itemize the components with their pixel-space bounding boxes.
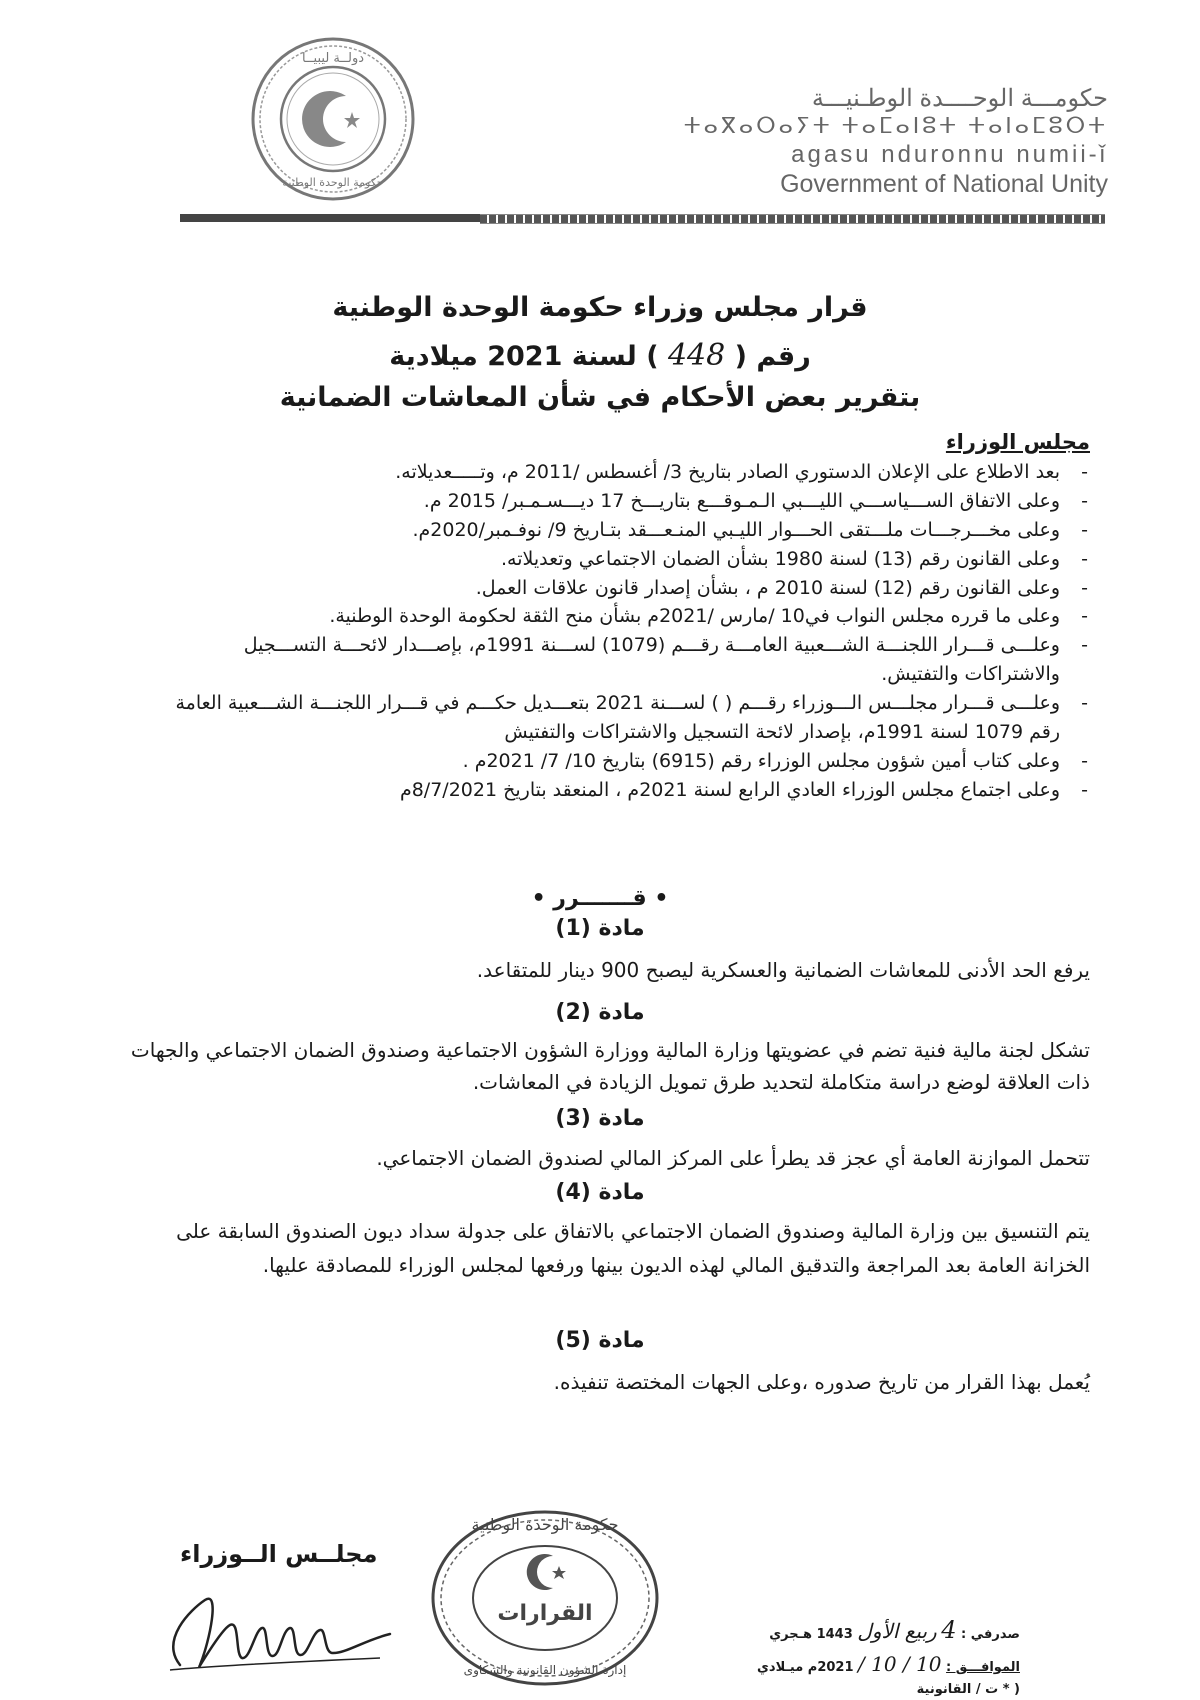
seal-center-text: القرارات <box>497 1601 593 1626</box>
government-name-amazigh: agasu nduronnu numii-ǐ <box>791 141 1108 169</box>
recital-item: - وعلى كتاب أمين شؤون مجلس الوزراء رقم (6915) بتاريخ 10/ 7/ 2021م . <box>158 747 1088 776</box>
article-2-text: تشكل لجنة مالية فنية تضم في عضويتها وزارة المالية ووزارة الشؤون الاجتماعية وصندوق الضمان الاجتماعي والجهات ذات العلاقة لوضع دراسة متكاملة لتحديد طرق تمويل الزيادة في المعاشات. <box>130 1038 1090 1094</box>
recitals-list <box>158 458 1088 805</box>
decided-heading: • قـــــــرر • <box>531 886 669 911</box>
government-emblem-logo <box>248 34 418 204</box>
svg-text:حكومة الوحدة الوطنية: حكومة الوحدة الوطنية <box>282 176 384 189</box>
government-name-arabic: حكومـــة الوحــــدة الوطـنيـــة <box>811 85 1108 112</box>
recital-item: - بعد الاطلاع على الإعلان الدستوري الصادر بتاريخ 3/ أغسطس /2011 م، وتـــــعديلاته. <box>158 458 1088 487</box>
issued-gregorian-line <box>720 1649 1020 1680</box>
issued-year: 1443 هـجري <box>769 1627 853 1642</box>
decree-number-prefix: رقم ( <box>734 341 811 372</box>
article-1-heading: مادة (1) <box>555 916 645 941</box>
article-5-heading: مادة (5) <box>555 1328 645 1353</box>
issue-date-block <box>720 1612 1020 1700</box>
svg-text:دولــة ليبيــا: دولــة ليبيــا <box>301 51 365 66</box>
header-divider <box>180 210 1105 226</box>
council-heading: مجلس الوزراء <box>945 430 1090 454</box>
corresponding-label: الموافـــق : <box>946 1660 1020 1676</box>
decree-subject: بتقرير بعض الأحكام في شأن المعاشات الضمانية <box>279 382 921 413</box>
recital-item: - وعلى مخـــرجـــات ملـــتقى الحـــوار الليـبي المنـعـــقد بتـاريخ 9/ نوفـمبر/2020م. <box>158 516 1088 545</box>
issued-label: صدرفي : <box>961 1627 1020 1642</box>
article-4-heading: مادة (4) <box>555 1180 645 1205</box>
article-4-text: يتم التنسيق بين وزارة المالية وصندوق الضمان الاجتماعي بالاتفاق على جدولة سداد ديون الصندوق السابقة على الخزانة العامة بعد المراجعة والتدقيق المالي لهذه الديون بينها ورفعها لمجلس الوزراء للمصادقة عليها. <box>176 1219 1090 1277</box>
decree-number-handwritten: 448 <box>667 338 726 373</box>
recital-item: - وعلى الاتفاق الســـياســـي الليـــبي الـمـوقـــع بتاريـــخ 17 ديـــسـمـبر/ 2015 م. <box>158 487 1088 516</box>
decree-title: قرار مجلس وزراء حكومة الوحدة الوطنية <box>332 292 868 323</box>
government-name-english: Government of National Unity <box>780 170 1108 199</box>
decree-number-suffix: ) لسنة 2021 ميلادية <box>389 341 659 372</box>
seal-bottom-text: إدارة الشؤون القانونية والشكاوى <box>463 1663 627 1677</box>
article-3-text: تتحمل الموازنة العامة أي عجز قد يطرأ على المركز المالي لصندوق الضمان الاجتماعي. <box>376 1146 1090 1170</box>
handwritten-signature <box>150 1570 400 1690</box>
official-seal-stamp <box>425 1508 665 1688</box>
corresponding-year: 2021م ميـلادي <box>757 1660 854 1676</box>
recital-item: - وعلى القانون رقم (13) لسنة 1980 بشأن الضمان الاجتماعي وتعديلاته. <box>158 545 1088 574</box>
council-signature-label: مجلــس الــوزراء <box>180 1540 378 1568</box>
issued-hijri-line <box>720 1612 1020 1649</box>
recital-item: - وعلى القانون رقم (12) لسنة 2010 م ، بشأن إصدار قانون علاقات العمل. <box>158 574 1088 603</box>
article-2-heading: مادة (2) <box>555 1000 645 1025</box>
corresponding-date-handwritten: 10 / 10 / <box>858 1652 942 1677</box>
article-5-text: يُعمل بهذا القرار من تاريخ صدوره ،وعلى الجهات المختصة تنفيذه. <box>553 1370 1090 1394</box>
recital-item: - وعلـــى قـــرار اللجنـــة الشـــعبية العامـــة رقـــم (1079) لســـنة 1991م، بإصـــدار لائحـــة التســـجيل والاشتراكات والتفتيش. <box>158 631 1088 689</box>
decree-number-line <box>200 338 1000 373</box>
recital-item: - وعلى ما قرره مجلس النواب في10 /مارس /2021م بشأن منح الثقة لحكومة الوحدة الوطنية. <box>158 602 1088 631</box>
article-1-text: يرفع الحد الأدنى للمعاشات الضمانية والعسكرية ليصبح 900 دينار للمتقاعد. <box>476 958 1090 982</box>
article-3-heading: مادة (3) <box>555 1106 645 1131</box>
government-name-tifinagh: ⵜⴰⴳⴰⵔⴰⵢⵜ ⵜⴰⵎⴰⵏⵓⵜ ⵜⴰⵏⴰⵎⵓⵔⵜ <box>683 113 1108 139</box>
government-letterhead <box>684 84 1108 200</box>
reference-line: ( * ت / القانونية <box>916 1682 1020 1698</box>
seal-top-text: حكومة الوحدة الوطنية <box>471 1515 619 1534</box>
issued-day-handwritten: 4 <box>941 1616 957 1644</box>
recital-item: - وعلى اجتماع مجلس الوزراء العادي الرابع لسنة 2021م ، المنعقد بتاريخ 8/7/2021م <box>158 776 1088 805</box>
recital-item: - وعلـــى قـــرار مجلـــس الـــوزراء رقـــم ( ) لســـنة 2021 بتعـــديل حكـــم في قـــرار اللجنـــة الشـــعبية العامة رقم 1079 لسنة 1991م، بإصدار لائحة التسجيل والاشتراكات والتفتيش <box>158 689 1088 747</box>
issued-month-handwritten: ربيع الأول <box>857 1619 937 1643</box>
